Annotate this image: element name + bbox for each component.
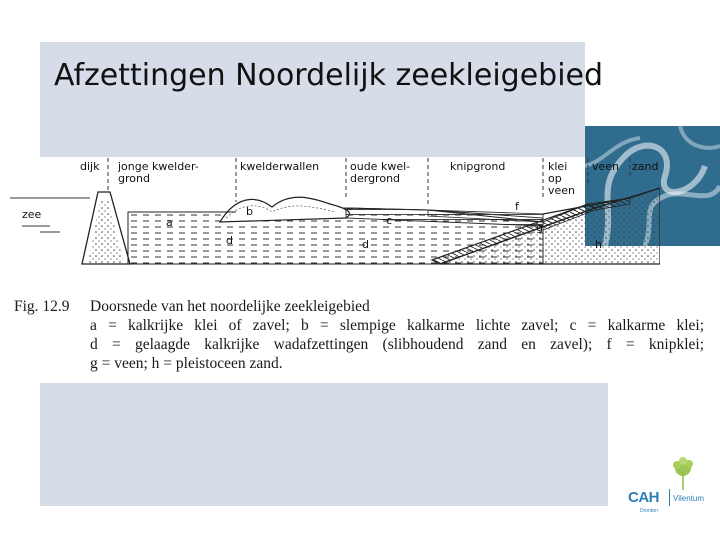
caption-line-2: a = kalkrijke klei of zavel; b = slempige kalkarme lichte zavel; c = kalkarme klei; xyxy=(90,317,704,334)
label-dijk: dijk xyxy=(80,160,100,173)
letter-d-1: d xyxy=(226,234,233,247)
caption-line-4: g = veen; h = pleistoceen zand. xyxy=(90,355,283,372)
logo-name: Vilentum xyxy=(673,494,704,503)
label-oude-kweldergrond: oude kwel-dergrond xyxy=(350,160,411,185)
cross-section-diagram xyxy=(10,152,660,292)
caption-line-1: Doorsnede van het noordelijke zeekleigebied xyxy=(90,298,370,315)
slide-title: Afzettingen Noordelijk zeekleigebied xyxy=(54,58,604,93)
label-zee: zee xyxy=(22,208,42,221)
letter-g: g xyxy=(536,221,543,234)
letter-d-2: d xyxy=(362,238,369,251)
caption-line-3: d = gelaagde kalkrijke wadafzettingen (slibhoudend zand en zavel); f = knipklei; xyxy=(90,336,704,353)
label-klei-op-veen: klei op veen xyxy=(548,160,576,197)
label-zand: zand xyxy=(632,160,659,173)
label-knipgrond: knipgrond xyxy=(450,160,506,173)
letter-a: a xyxy=(166,216,173,229)
letter-b: b xyxy=(246,205,253,218)
letter-c: c xyxy=(386,214,393,227)
bottom-background-panel xyxy=(40,383,608,506)
logo-divider xyxy=(669,489,670,506)
letter-f: f xyxy=(515,200,519,213)
letter-h: h xyxy=(595,238,602,251)
label-kwelderwallen: kwelderwallen xyxy=(240,160,320,173)
layer-b-ridge xyxy=(220,197,349,222)
caption-fig-number: Fig. 12.9 xyxy=(14,298,70,315)
figure-caption xyxy=(14,297,704,373)
cah-vilentum-logo xyxy=(622,456,717,516)
label-veen: veen xyxy=(592,160,620,173)
tree-icon xyxy=(673,457,693,490)
label-jonge-kweldergrond: jonge kwelder-grond xyxy=(118,160,199,185)
logo-location: Dronten xyxy=(640,508,658,514)
logo-brand: CAH xyxy=(628,489,659,506)
